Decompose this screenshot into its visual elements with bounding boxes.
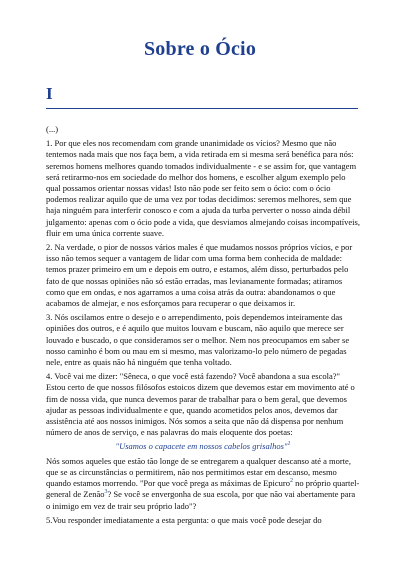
- paragraph-4: 4. Você vai me dizer: "Sêneca, o que você está fazendo? Você abandona a sua escola?" Estou certo de que nossos filósofos estoicos dizem que devemos estar em movimento até o fim de nossa vida, que nunca devemos parar de trabalhar para o bem geral, que devemos ajudar as pessoas individualmente e que, quando acometidos pelos anos, devemos dar assistência até aos nossos inimigos. Nós somos a seita que não dá dispensa por nenhum número de anos de serviço, e nas palavras do mais eloquente dos poetas:: [46, 371, 355, 438]
- paragraph-1: 1. Por que eles nos recomendam com grande unanimidade os vícios? Mesmo que não tentemos nada mais que nos faça bem, a vida retirada em si mesma será benéfica para nós: seremos homens melhores quando tomados individualmente - e se assim for, que vantagem será retirarmo-nos em sociedade do melhor dos homens, e escolher algum exemplo pelo qual possamos orientar nossas vidas! Isto não pode ser feito sem o ócio: com o ócio podemos realizar aquilo que de uma vez por todas decidimos: seremos melhores, sem que haja ninguém para interferir conosco e com a ajuda da turba perverter o nosso ainda débil julgamento: apenas com o ócio pode a vida, que desviamos almejando coisas incompatíveis, fluir em uma única corrente suave.: [46, 138, 360, 238]
- paragraph-2: 2. Na verdade, o pior de nossos vários males é que mudamos nossos próprios vícios, e por isso não temos sequer a vantagem de lidar com uma forma bem conhecida de maldade: temos prazer primeiro em um e depois em outro, e estamos, além disso, perturbados pelo fato de que nossas opiniões não só estão erradas, mas levianamente formadas; atiramos como que em ondas, e nos agarramos a uma coisa atrás da outra: abandonamos o que acabamos de almejar, e nos esforçamos para recuperar o que deixamos ir.: [46, 242, 353, 309]
- verse-quote: [46, 441, 360, 452]
- page-title: Sobre o Ócio: [143, 38, 257, 60]
- paragraph-4-part-a: Nós somos aqueles que estão tão longe de se entregarem a qualquer descanso até a morte, que se as circunstâncias o permitirem, não nos permitimos estar em descanso, mesmo quando estamos morrendo. "Por que você prega as máximas de Epicuro: [46, 455, 351, 489]
- footnote-ref-2[interactable]: 2: [290, 478, 293, 485]
- footnote-ref-1[interactable]: 1: [287, 441, 291, 448]
- footnote-ref-3[interactable]: 3: [104, 489, 108, 496]
- verse-quote-text: "Usamos o capacete em nossos cabelos grisalhos": [115, 441, 288, 452]
- paragraph-ellipsis: (...): [46, 124, 59, 134]
- body-text: [46, 124, 360, 529]
- paragraph-3: 3. Nós oscilamos entre o desejo e o arrependimento, pois dependemos inteiramente das opiniões dos outros, e é aquilo que muitos louvam e buscam, não aquilo que merece ser louvado e buscado, o que consideramos ser o melhor. Nem nos preocupamos em saber se nosso caminho é bom ou mau em si mesmo, mas valorizamo-lo pelo número de pegadas nele, entre as quais não há ninguém que tenha voltado.: [46, 312, 350, 368]
- paragraph-5: 5.Vou responder imediatamente a esta pergunta: o que mais você pode desejar do: [46, 514, 322, 525]
- paragraph-4-continued: [46, 456, 360, 512]
- chapter-heading: I: [46, 84, 53, 103]
- paragraph-4-part-c: ? Se você se envergonha de sua escola, por que não vai abertamente para o inimigo em vez de trair seu próprio lado"?: [46, 489, 356, 511]
- paragraph-4-part-b: no próprio quartel-general de Zenão: [46, 478, 360, 500]
- chapter-divider: [46, 108, 358, 109]
